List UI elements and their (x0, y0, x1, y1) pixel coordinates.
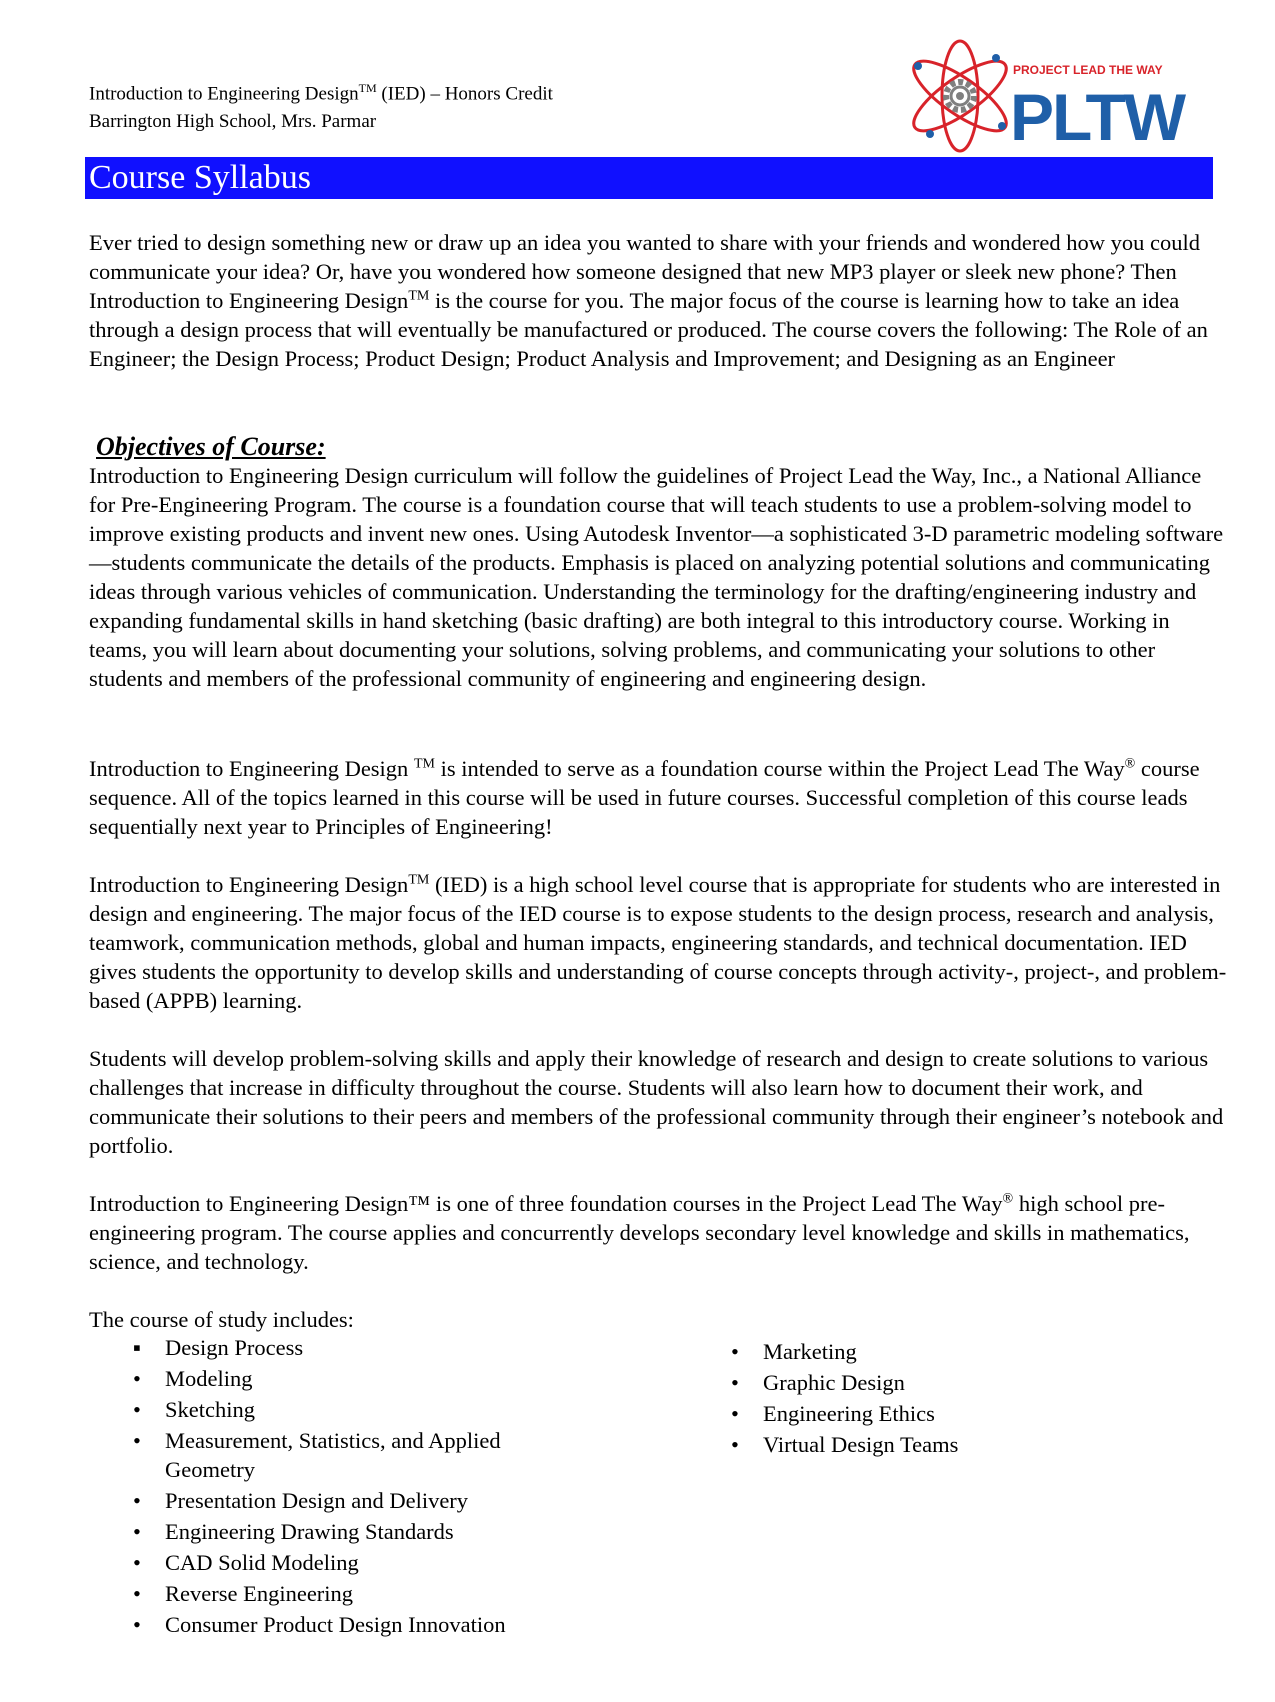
course-name: Introduction to Engineering Design (89, 83, 359, 105)
gear-icon (946, 82, 974, 110)
list-item-label: CAD Solid Modeling (165, 1550, 359, 1575)
list-item (89, 1333, 649, 1362)
topics-list-right (687, 1337, 1147, 1461)
electron-dot (914, 62, 922, 70)
bullet-icon: • (133, 1488, 141, 1513)
topics-list-left (89, 1333, 649, 1641)
document-header (89, 74, 553, 136)
list-item (89, 1517, 649, 1546)
bullet-icon: • (133, 1366, 141, 1391)
list-item-label: Reverse Engineering (165, 1581, 354, 1606)
list-item-label: Consumer Product Design Innovation (165, 1612, 506, 1637)
list-item-label: Design Process (165, 1335, 304, 1360)
list-item-label: Sketching (165, 1397, 255, 1422)
bullet-icon: • (133, 1519, 141, 1544)
list-item-label: Presentation Design and Delivery (165, 1488, 469, 1513)
ied-text-a: Introduction to Engineering Design (89, 872, 409, 897)
three-courses-text-b: high school pre-engineering program. The course applies and concurrently develops secondary level knowledge and skills in mathematics, science, and technology. (89, 1191, 1190, 1274)
list-item-label: Graphic Design (763, 1370, 905, 1395)
school-line: Barrington High School, Mrs. Parmar (89, 111, 377, 133)
list-item (89, 1610, 649, 1639)
logo-wordmark: PLTW (1010, 80, 1185, 154)
bullet-icon: • (133, 1397, 141, 1422)
list-item (687, 1430, 1147, 1459)
list-item (89, 1486, 649, 1515)
pltw-logo (900, 34, 1215, 159)
study-intro: The course of study includes: (89, 1307, 354, 1332)
foundation-text-b: is intended to serve as a foundation course within the Project Lead The Way (434, 756, 1125, 781)
list-item (687, 1399, 1147, 1428)
intro-paragraph (89, 228, 1229, 373)
list-item (687, 1368, 1147, 1397)
list-item-label: Engineering Drawing Standards (165, 1519, 454, 1544)
list-item (89, 1426, 649, 1484)
intro-text-b: is the course for you. The major focus of the course is learning how to take an idea through a design process that will eventually be manufactured or produced. The course covers the following: The Role of an Engineer; the Design Process; Product Design; Product Analysis and Improvement; and Designing as an Engineer (89, 288, 1208, 371)
course-line (89, 74, 553, 108)
intro-text-a: Ever tried to design something new or draw up an idea you wanted to share with your friends and wondered how you could communicate your idea? Or, have you wondered how someone designed that new MP3 player or sleek new phone? Then Introduction to Engineering Design (89, 230, 1200, 313)
list-item (89, 1579, 649, 1608)
list-item-label: Measurement, Statistics, and Applied Geometry (165, 1428, 501, 1482)
electron-dot (998, 122, 1006, 130)
ied-text-b: (IED) is a high school level course that is appropriate for students who are interested in design and engineering. The major focus of the IED course is to expose students to the design process, research and analysis, teamwork, communication methods, global and human impacts, engineering standards, and technical documentation. IED gives students the opportunity to develop skills and understanding of course concepts through activity-, project-, and problem-based (APPB) learning. (89, 872, 1227, 1013)
trademark-mark: TM (413, 756, 435, 772)
list-item-label: Modeling (165, 1366, 253, 1391)
registered-mark: ® (1002, 1191, 1014, 1207)
list-item (89, 1364, 649, 1393)
bullet-icon: • (133, 1612, 141, 1637)
pltw-logo-graphic (900, 34, 1215, 159)
logo-tagline: PROJECT LEAD THE WAY (1013, 63, 1163, 77)
bullet-icon: • (133, 1581, 141, 1606)
trademark-mark: TM (408, 288, 430, 304)
square-bullet-icon: ▪ (133, 1335, 141, 1360)
list-item (687, 1337, 1147, 1366)
bullet-icon: • (731, 1401, 739, 1426)
course-credit: (IED) – Honors Credit (376, 83, 553, 105)
list-item-label: Engineering Ethics (763, 1401, 935, 1426)
registered-mark: ® (1124, 756, 1136, 772)
ied-paragraph (89, 870, 1229, 1015)
trademark-mark: TM (408, 872, 430, 888)
bullet-icon: • (133, 1550, 141, 1575)
electron-dot (992, 54, 1000, 62)
foundation-paragraph (89, 754, 1229, 841)
list-item (89, 1548, 649, 1577)
objectives-paragraph: Introduction to Engineering Design curriculum will follow the guidelines of Project Lead the Way, Inc., a National Alliance for Pre-Engineering Program. The course is a foundation course that will teach students to use a problem-solving model to improve existing products and invent new ones. Using Autodesk Inventor—a sophisticated 3-D parametric modeling software—students communicate the details of the products. Emphasis is placed on analyzing potential solutions and communicating ideas through various vehicles of communication. Understanding the terminology for the drafting/engineering industry and expanding fundamental skills in hand sketching (basic drafting) are both integral to this introductory course. Working in teams, you will learn about documenting your solutions, solving problems, and communicating your solutions to other students and members of the professional community of engineering and engineering design. (89, 463, 1224, 691)
three-courses-text-a: Introduction to Engineering Design™ is one of three foundation courses in the Project Lead The Way (89, 1191, 1003, 1216)
page-title: Course Syllabus (89, 159, 311, 196)
objectives-heading: Objectives of Course: (96, 432, 326, 461)
students-paragraph: Students will develop problem-solving skills and apply their knowledge of research and design to create solutions to various challenges that increase in difficulty throughout the course. Students will also learn how to document their work, and communicate their solutions to their peers and members of the professional community through their engineer’s notebook and portfolio. (89, 1046, 1224, 1158)
electron-dot (926, 130, 934, 138)
list-item (89, 1395, 649, 1424)
trademark-mark: TM (358, 81, 377, 95)
foundation-text-c: course sequence. All of the topics learned in this course will be used in future courses. Successful completion of this course leads sequentially next year to Principles of Engineering! (89, 756, 1200, 839)
list-item-label: Virtual Design Teams (763, 1432, 959, 1457)
bullet-icon: • (731, 1432, 739, 1457)
three-courses-paragraph (89, 1189, 1229, 1276)
bullet-icon: • (731, 1339, 739, 1364)
bullet-icon: • (731, 1370, 739, 1395)
list-item-label: Marketing (763, 1339, 857, 1364)
title-bar (85, 157, 1213, 199)
foundation-text-a: Introduction to Engineering Design (89, 756, 414, 781)
bullet-icon: • (133, 1428, 141, 1453)
